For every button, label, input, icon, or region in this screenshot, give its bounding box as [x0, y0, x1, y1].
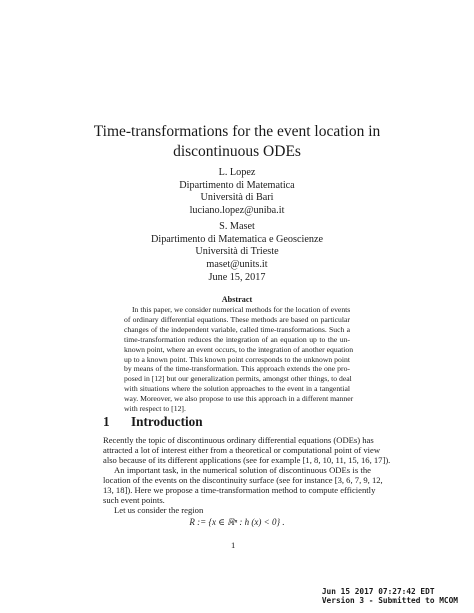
author-name: S. Maset [219, 221, 255, 232]
paragraph-line: Let us consider the region [114, 505, 204, 515]
abstract-line: up to a known point. This known point corresponds to the unknown point [124, 354, 350, 364]
submission-stamp [322, 587, 458, 605]
paragraph-line: An important task, in the numerical solution of discontinuous ODEs is the [114, 465, 371, 475]
abstract-line: with respect to [12]. [124, 404, 186, 414]
paragraph-line: such event points. [103, 494, 165, 505]
intro-paragraph-1 [103, 435, 391, 466]
abstract-line: with situations where the solution approaches to the event in a tangential [124, 384, 350, 394]
author-affiliation: Università di Bari [200, 192, 274, 204]
paper-date: June 15, 2017 [208, 272, 266, 283]
title-line: discontinuous ODEs [173, 143, 301, 160]
page-number: 1 [231, 540, 236, 550]
abstract-line: time-transformation reduces the integration of an equation up to the un- [124, 334, 350, 344]
abstract-body [124, 305, 354, 414]
abstract-line: by means of the time-transformation. This approach extends the one pro- [124, 364, 350, 374]
author-affiliation: Università di Trieste [195, 246, 279, 258]
author-name: L. Lopez [218, 167, 256, 178]
paragraph-line: location of the events on the discontinuity surface (see for instance [3, 6, 7, 9, 12, [103, 474, 383, 485]
abstract-line: known point, where an event occurs, to the integration of another equation [124, 344, 354, 354]
intro-paragraph-2 [103, 465, 383, 506]
author-block-1 [60, 167, 414, 217]
abstract-line: changes of the independent variable, called time-transformations. Such a [124, 324, 350, 334]
abstract-line: way. Moreover, we also propose to use this approach in a different manner [124, 394, 354, 404]
author-email: luciano.lopez@uniba.it [189, 204, 285, 216]
region-equation: R := {x ∈ ℝⁿ : h (x) < 0} . [189, 517, 285, 527]
author-affiliation: Dipartimento di Matematica [179, 179, 295, 191]
paragraph-line: Recently the topic of discontinuous ordinary differential equations (ODEs) has [103, 435, 374, 445]
section-number: 1 [103, 414, 110, 429]
stamp-timestamp: Jun 15 2017 07:27:42 EDT [321, 587, 435, 596]
abstract-line: of ordinary differential equations. These methods are based on particular [124, 314, 350, 324]
title-line: Time-transformations for the event location in [93, 123, 381, 140]
paper-title [60, 122, 414, 162]
stamp-version: Version 3 - Submitted to MCOM [321, 596, 458, 605]
abstract-line: posed in [12] but our generalization permits, amongst other things, to deal [124, 374, 352, 384]
paragraph-line: 13, 18]). Here we propose a time-transformation method to compute efficiently [103, 484, 376, 495]
paragraph-line: also because of its different applications (see for example [1, 8, 10, 11, 15, 16, 17]). [103, 454, 391, 465]
section-title: Introduction [131, 414, 203, 429]
paragraph-line: attracted a lot of interest either from a theoretical or computational point of view [103, 444, 381, 455]
author-email: maset@units.it [206, 258, 268, 270]
intro-paragraph-3 [103, 506, 371, 516]
author-block-2 [60, 221, 414, 271]
author-affiliation: Dipartimento di Matematica e Geoscienze [151, 233, 323, 245]
section-heading [103, 414, 203, 430]
abstract-line: In this paper, we consider numerical methods for the location of events [132, 305, 351, 314]
abstract-heading: Abstract [221, 295, 253, 304]
